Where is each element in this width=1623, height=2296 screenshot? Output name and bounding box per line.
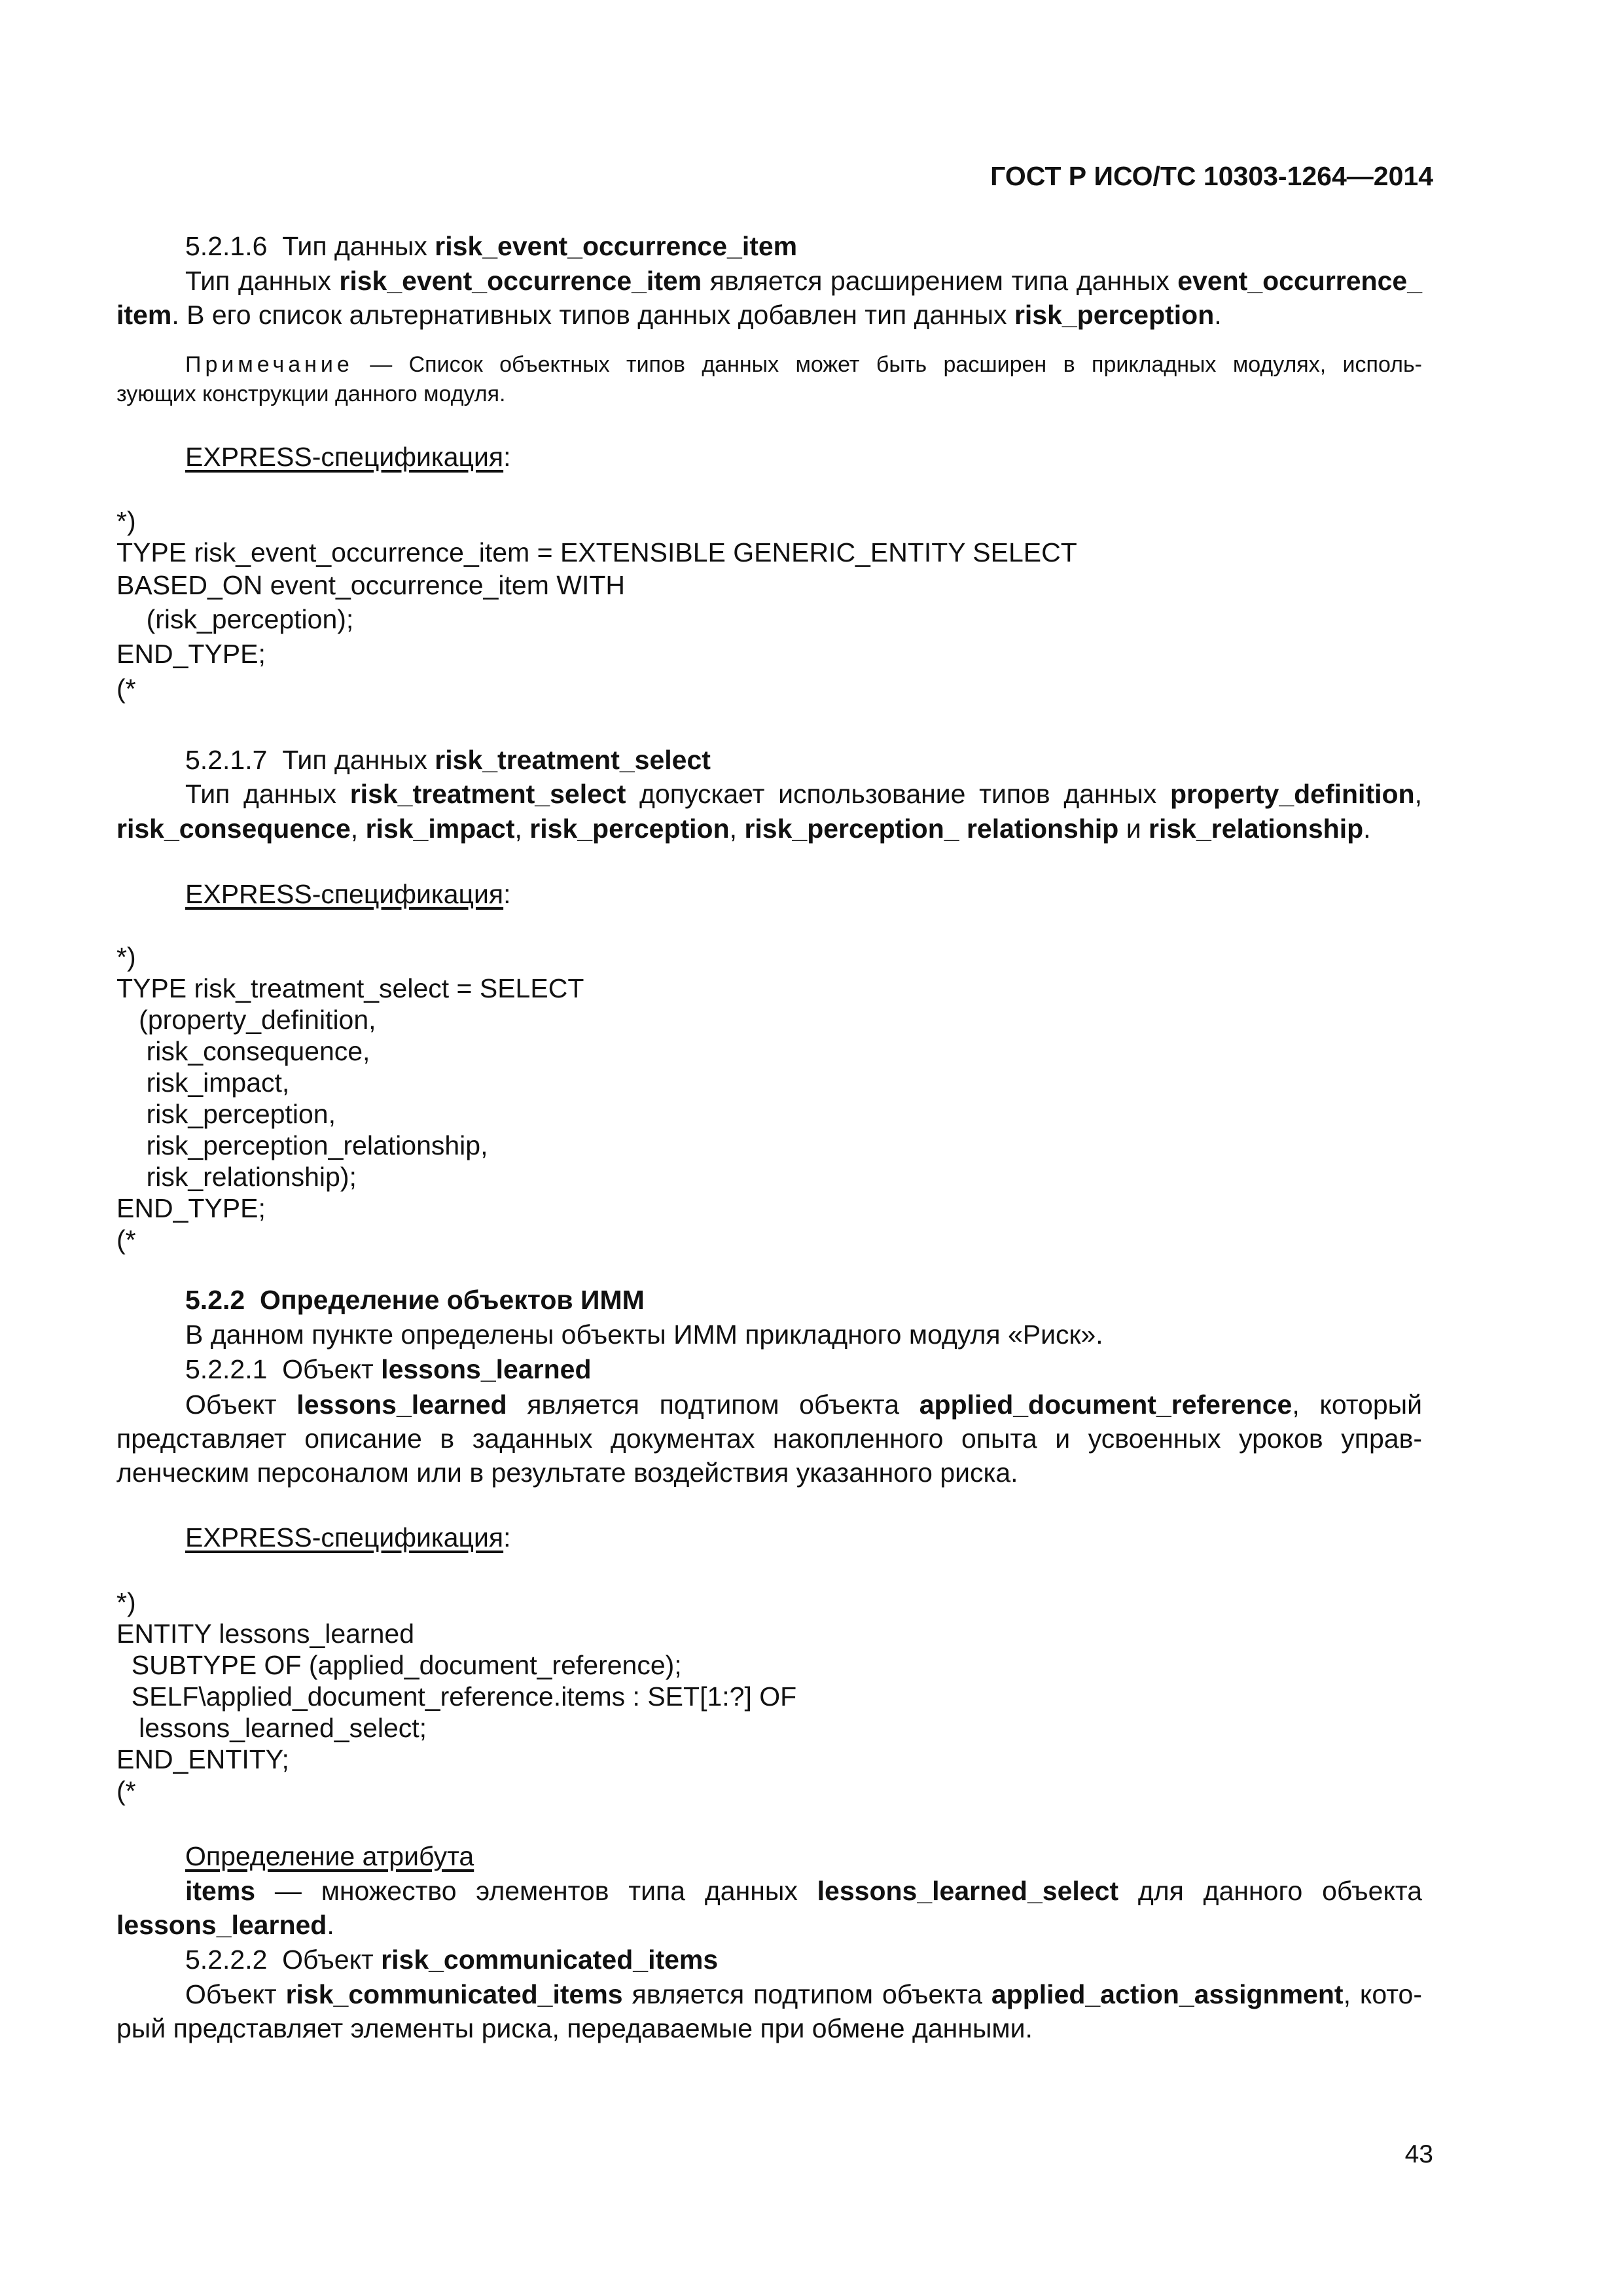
section-number: 5.2.1.6 xyxy=(185,231,268,261)
section-number: 5.2.1.7 xyxy=(185,745,268,775)
text: . xyxy=(1214,300,1222,330)
paragraph-line xyxy=(185,264,1422,298)
term: risk_perception xyxy=(529,814,730,844)
term: risk_relationship xyxy=(1149,814,1364,844)
code-line: (risk_perception); xyxy=(116,604,354,634)
code-line: (* xyxy=(116,1776,136,1806)
paragraph-line xyxy=(116,1908,334,1942)
paragraph-line xyxy=(185,1874,1422,1908)
code-line: (* xyxy=(116,673,136,704)
express-label-text: EXPRESS-спецификация xyxy=(185,879,504,909)
express-label-text: EXPRESS-спецификация xyxy=(185,442,504,472)
section-intro: В данном пункте определены объекты ИММ прикладного модуля «Риск». xyxy=(185,1319,1103,1350)
express-label-text: EXPRESS-спецификация xyxy=(185,1522,504,1552)
text: является подтипом объекта xyxy=(622,1979,991,2009)
colon: : xyxy=(503,442,511,472)
text: , xyxy=(514,814,530,844)
code-line: *) xyxy=(116,506,136,536)
section-5-2-1-7-title xyxy=(185,743,711,777)
text: Объект xyxy=(185,1979,286,2009)
text: Тип данных xyxy=(185,266,340,296)
code-line: (property_definition, xyxy=(116,1005,376,1035)
colon: : xyxy=(503,1522,511,1552)
term: risk_communicated_items xyxy=(285,1979,623,2009)
text: , который xyxy=(1292,1390,1423,1420)
term: risk_perception_ relationship xyxy=(744,814,1119,844)
note-line-1 xyxy=(185,350,1422,380)
text: является расширением типа данных xyxy=(702,266,1178,296)
code-line: SUBTYPE OF (applied_document_reference); xyxy=(116,1650,682,1680)
express-spec-label xyxy=(185,440,511,474)
term: applied_action_assignment xyxy=(991,1979,1344,2009)
text: , xyxy=(1414,779,1422,809)
code-line: TYPE risk_treatment_select = SELECT xyxy=(116,973,584,1003)
code-line: ENTITY lessons_learned xyxy=(116,1619,415,1649)
term: items xyxy=(185,1876,256,1906)
term: risk_event_occurrence_item xyxy=(435,231,798,261)
code-line: risk_consequence, xyxy=(116,1036,370,1066)
text: , кото- xyxy=(1343,1979,1422,2009)
term: risk_treatment_select xyxy=(349,779,626,809)
title-text: 5.2.2.2 Объект xyxy=(185,1945,382,1975)
paragraph-line xyxy=(116,298,1222,332)
title-text: Тип данных xyxy=(282,745,435,775)
code-line: *) xyxy=(116,1587,136,1617)
note-text: — Список объектных типов данных может быть расширен в прикладных модулях, исполь- xyxy=(353,352,1422,377)
term: lessons_learned xyxy=(116,1910,327,1940)
term: risk_treatment_select xyxy=(435,745,711,775)
code-line: SELF\applied_document_reference.items : SET[1:?] OF xyxy=(116,1681,797,1712)
section-5-2-1-6-title xyxy=(185,229,797,263)
paragraph-line xyxy=(116,812,1371,846)
term: risk_event_occurrence_item xyxy=(339,266,702,296)
code-line: risk_impact, xyxy=(116,1067,290,1098)
term: risk_impact xyxy=(365,814,515,844)
text: Объект xyxy=(185,1390,297,1420)
paragraph-line xyxy=(185,1388,1422,1422)
code-line: *) xyxy=(116,942,136,972)
text: является подтипом объекта xyxy=(507,1390,919,1420)
paragraph-line: ленческим персоналом или в результате воздействия указанного риска. xyxy=(116,1458,1018,1488)
text: Тип данных xyxy=(185,779,350,809)
text: , xyxy=(729,814,745,844)
term: lessons_learned xyxy=(296,1390,507,1420)
text: . xyxy=(327,1910,334,1940)
code-line: (* xyxy=(116,1225,136,1255)
term: property_definition xyxy=(1170,779,1415,809)
text: . В его список альтернативных типов данных добавлен тип данных xyxy=(171,300,1014,330)
page-number: 43 xyxy=(1404,2140,1433,2168)
text: допускает использование типов данных xyxy=(626,779,1171,809)
express-spec-label xyxy=(185,1520,511,1554)
code-line: END_TYPE; xyxy=(116,1193,266,1223)
text: , xyxy=(350,814,366,844)
term: applied_document_reference xyxy=(919,1390,1293,1420)
section-5-2-2-heading: 5.2.2 Определение объектов ИММ xyxy=(185,1285,645,1315)
note-line-2: зующих конструкции данного модуля. xyxy=(116,382,506,406)
paragraph-line: рый представляет элементы риска, передаваемые при обмене данными. xyxy=(116,2013,1033,2043)
title-text: Тип данных xyxy=(282,231,435,261)
code-line: TYPE risk_event_occurrence_item = EXTENSIBLE GENERIC_ENTITY SELECT xyxy=(116,537,1077,567)
paragraph-line xyxy=(185,1977,1422,2011)
code-line: risk_perception, xyxy=(116,1099,336,1129)
term: risk_consequence xyxy=(116,814,351,844)
note-label: Примечание xyxy=(185,352,353,377)
title-text: 5.2.2.1 Объект xyxy=(185,1354,382,1384)
document-header: ГОСТ Р ИСО/ТС 10303-1264—2014 xyxy=(990,161,1433,191)
term: risk_perception xyxy=(1014,300,1215,330)
code-line: risk_relationship); xyxy=(116,1162,357,1192)
express-spec-label xyxy=(185,877,511,911)
colon: : xyxy=(503,879,511,909)
term: lessons_learned_select xyxy=(817,1876,1119,1906)
text: и xyxy=(1118,814,1149,844)
text: для данного объекта xyxy=(1118,1876,1423,1906)
code-line: risk_perception_relationship, xyxy=(116,1130,488,1160)
code-line: BASED_ON event_occurrence_item WITH xyxy=(116,570,625,600)
paragraph-line: представляет описание в заданных документах накопленного опыта и усвоенных уроков управ- xyxy=(116,1424,1422,1454)
code-line: END_ENTITY; xyxy=(116,1744,289,1774)
section-5-2-2-2-title xyxy=(185,1943,718,1977)
section-5-2-2-1-title xyxy=(185,1352,592,1386)
text: . xyxy=(1363,814,1371,844)
term: lessons_learned xyxy=(381,1354,592,1384)
term: risk_communicated_items xyxy=(381,1945,719,1975)
term: item xyxy=(116,300,172,330)
code-line: END_TYPE; xyxy=(116,639,266,669)
code-line: lessons_learned_select; xyxy=(116,1713,427,1743)
paragraph-line xyxy=(185,777,1422,811)
term: event_occurrence_ xyxy=(1177,266,1422,296)
text: — множество элементов типа данных xyxy=(255,1876,817,1906)
attribute-definition-label: Определение атрибута xyxy=(185,1841,474,1871)
